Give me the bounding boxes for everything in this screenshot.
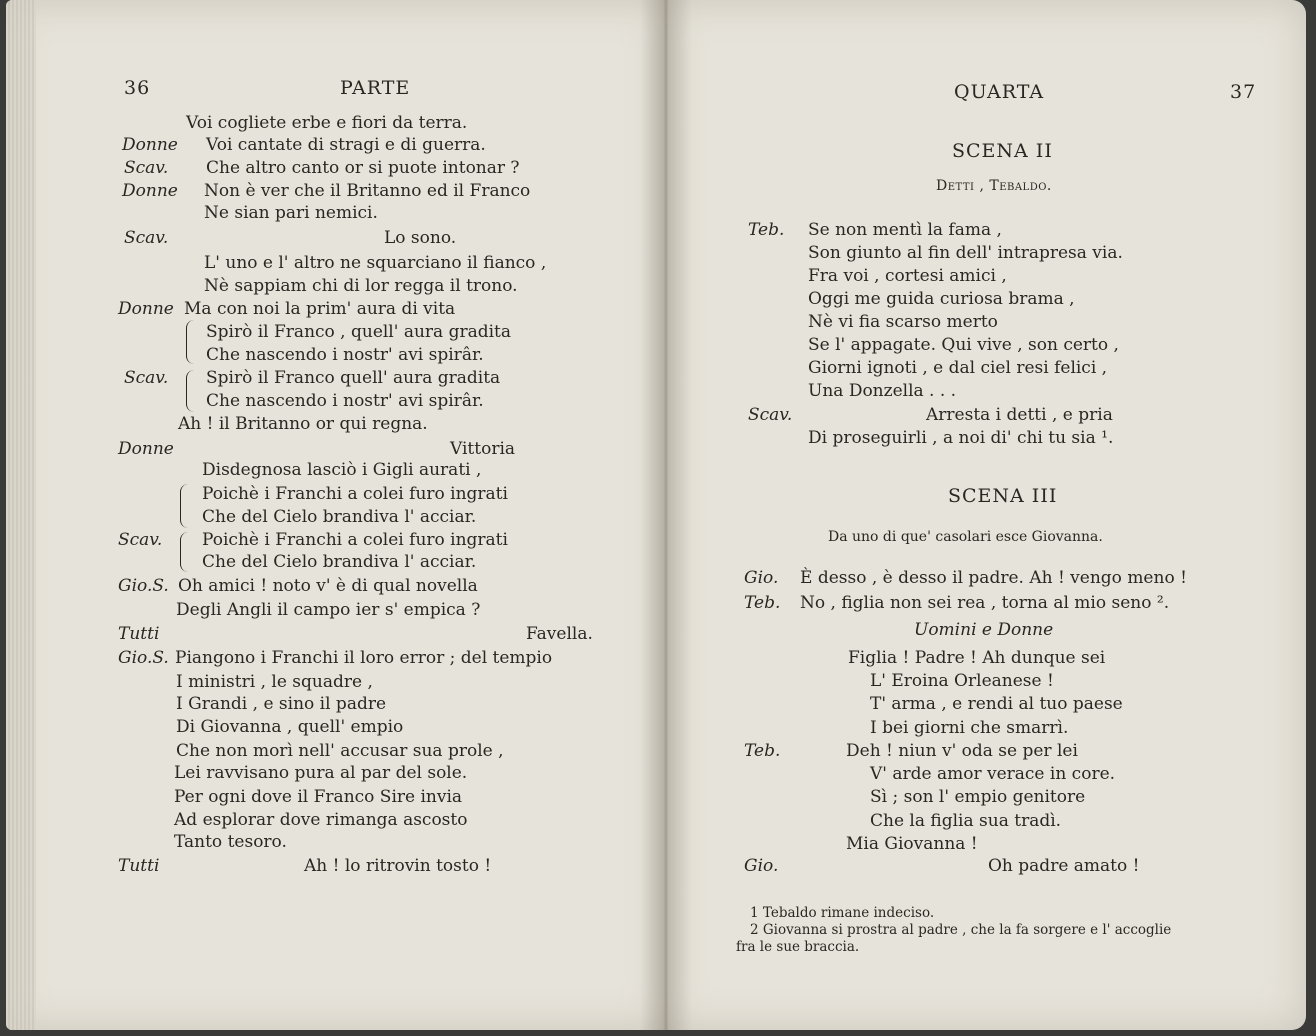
footnote-line: 2 Giovanna si prostra al padre , che la fa sorgere e l' accoglie bbox=[750, 922, 1172, 938]
verse-line: Disdegnosa lasciò i Gigli aurati , bbox=[202, 460, 482, 480]
verse-line: Che non morì nell' accusar sua prole , bbox=[176, 741, 504, 761]
brace bbox=[180, 484, 191, 528]
verse-line: Arresta i detti , e pria bbox=[926, 405, 1113, 425]
speaker-label: Donne bbox=[118, 439, 174, 459]
brace bbox=[180, 532, 191, 572]
verse-line: Voi cogliete erbe e fiori da terra. bbox=[186, 113, 468, 133]
speaker-label: Scav. bbox=[118, 530, 163, 550]
verse-line: L' Eroina Orleanese ! bbox=[870, 671, 1054, 691]
verse-line: Ah ! lo ritrovin tosto ! bbox=[304, 856, 492, 876]
brace bbox=[186, 370, 197, 412]
verse-line: Se l' appagate. Qui vive , son certo , bbox=[808, 335, 1119, 355]
page-number-right: 37 bbox=[1230, 81, 1257, 103]
verse-line: Non è ver che il Britanno ed il Franco bbox=[204, 181, 531, 201]
speaker-label: Teb. bbox=[744, 593, 781, 613]
verse-line: Giorni ignoti , e dal ciel resi felici , bbox=[808, 358, 1108, 378]
speaker-label: Tutti bbox=[118, 856, 160, 876]
verse-line: Che nascendo i nostr' avi spirâr. bbox=[206, 345, 484, 365]
verse-line: Voi cantate di stragi e di guerra. bbox=[206, 135, 486, 155]
verse-line: Piangono i Franchi il loro error ; del tempio bbox=[175, 648, 553, 668]
verse-line: Ne sian pari nemici. bbox=[204, 203, 378, 223]
verse-line: Se non mentì la fama , bbox=[808, 220, 1002, 240]
verse-line: Poichè i Franchi a colei furo ingrati bbox=[202, 484, 508, 504]
verse-line: Nè vi fia scarso merto bbox=[808, 312, 998, 332]
verse-line: Ma con noi la prim' aura di vita bbox=[184, 299, 456, 319]
verse-line: È desso , è desso il padre. Ah ! vengo meno ! bbox=[800, 568, 1187, 588]
page-edges bbox=[6, 0, 36, 1030]
verse-line: Che nascendo i nostr' avi spirâr. bbox=[206, 391, 484, 411]
verse-line: Sì ; son l' empio genitore bbox=[870, 787, 1086, 807]
verse-line: Vittoria bbox=[450, 439, 516, 459]
verse-line: No , figlia non sei rea , torna al mio seno ². bbox=[800, 593, 1170, 613]
verse-line: Che la figlia sua tradì. bbox=[870, 811, 1062, 831]
speaker-label: Gio. bbox=[744, 856, 779, 876]
verse-line: Degli Angli il campo ier s' empica ? bbox=[176, 600, 481, 620]
speaker-label: Gio. bbox=[744, 568, 779, 588]
verse-line: Favella. bbox=[526, 624, 593, 644]
speaker-label: Donne bbox=[122, 135, 178, 155]
speaker-label: Scav. bbox=[124, 158, 169, 178]
verse-line: I bei giorni che smarrì. bbox=[870, 718, 1069, 738]
verse-line: Di Giovanna , quell' empio bbox=[176, 717, 404, 737]
verse-line: Lo sono. bbox=[384, 228, 457, 248]
verse-line: I Grandi , e sino il padre bbox=[176, 694, 387, 714]
verse-line: Spirò il Franco , quell' aura gradita bbox=[206, 322, 512, 342]
verse-line: V' arde amor verace in core. bbox=[870, 764, 1116, 784]
speaker-label: Donne bbox=[122, 181, 178, 201]
verse-line: L' uno e l' altro ne squarciano il fianco , bbox=[204, 253, 547, 273]
brace bbox=[186, 320, 197, 364]
speaker-label: Tutti bbox=[118, 624, 160, 644]
speaker-label: Gio.S. bbox=[118, 648, 169, 668]
verse-line: I ministri , le squadre , bbox=[176, 672, 373, 692]
verse-line: Che del Cielo brandiva l' acciar. bbox=[202, 507, 477, 527]
page-number-left: 36 bbox=[124, 77, 151, 99]
verse-line: Son giunto al fin dell' intrapresa via. bbox=[808, 243, 1123, 263]
speaker-label: Scav. bbox=[124, 228, 169, 248]
verse-line: Oggi me guida curiosa brama , bbox=[808, 289, 1075, 309]
speaker-label: Donne bbox=[118, 299, 174, 319]
book-gutter bbox=[640, 0, 692, 1030]
verse-line: Ad esplorar dove rimanga ascosto bbox=[174, 810, 468, 830]
verse-line: Deh ! niun v' oda se per lei bbox=[846, 741, 1078, 761]
verse-line: Che del Cielo brandiva l' acciar. bbox=[202, 552, 477, 572]
stage-direction: Detti , Tebaldo. bbox=[936, 178, 1052, 194]
verse-line: Lei ravvisano pura al par del sole. bbox=[174, 763, 468, 783]
stage-direction: Da uno di que' casolari esce Giovanna. bbox=[828, 529, 1103, 545]
verse-line: Una Donzella . . . bbox=[808, 381, 957, 401]
verse-line: Oh amici ! noto v' è di qual novella bbox=[178, 576, 478, 596]
verse-line: Oh padre amato ! bbox=[988, 856, 1140, 876]
verse-line: T' arma , e rendi al tuo paese bbox=[870, 694, 1123, 714]
verse-line: Uomini e Donne bbox=[914, 620, 1054, 640]
scene-title: SCENA III bbox=[948, 485, 1058, 507]
verse-line: Ah ! il Britanno or qui regna. bbox=[178, 414, 428, 434]
footnote-line: 1 Tebaldo rimane indeciso. bbox=[750, 905, 935, 921]
verse-line: Figlia ! Padre ! Ah dunque sei bbox=[848, 648, 1106, 668]
verse-line: Per ogni dove il Franco Sire invia bbox=[174, 787, 463, 807]
verse-line: Tanto tesoro. bbox=[174, 832, 287, 852]
verse-line: Di proseguirli , a noi di' chi tu sia ¹. bbox=[808, 428, 1114, 448]
speaker-label: Gio.S. bbox=[118, 576, 169, 596]
verse-line: Fra voi , cortesi amici , bbox=[808, 266, 1007, 286]
verse-line: Poichè i Franchi a colei furo ingrati bbox=[202, 530, 508, 550]
verse-line: Nè sappiam chi di lor regga il trono. bbox=[204, 276, 518, 296]
speaker-label: Teb. bbox=[744, 741, 781, 761]
verse-line: Mia Giovanna ! bbox=[846, 834, 978, 854]
speaker-label: Teb. bbox=[748, 220, 785, 240]
verse-line: Spirò il Franco quell' aura gradita bbox=[206, 368, 501, 388]
speaker-label: Scav. bbox=[748, 405, 793, 425]
speaker-label: Scav. bbox=[124, 368, 169, 388]
running-head-left: PARTE bbox=[340, 77, 411, 99]
scene-title: SCENA II bbox=[952, 140, 1053, 162]
running-head-right: QUARTA bbox=[954, 81, 1045, 103]
footnote-line: fra le sue braccia. bbox=[736, 939, 860, 955]
verse-line: Che altro canto or si puote intonar ? bbox=[206, 158, 520, 178]
